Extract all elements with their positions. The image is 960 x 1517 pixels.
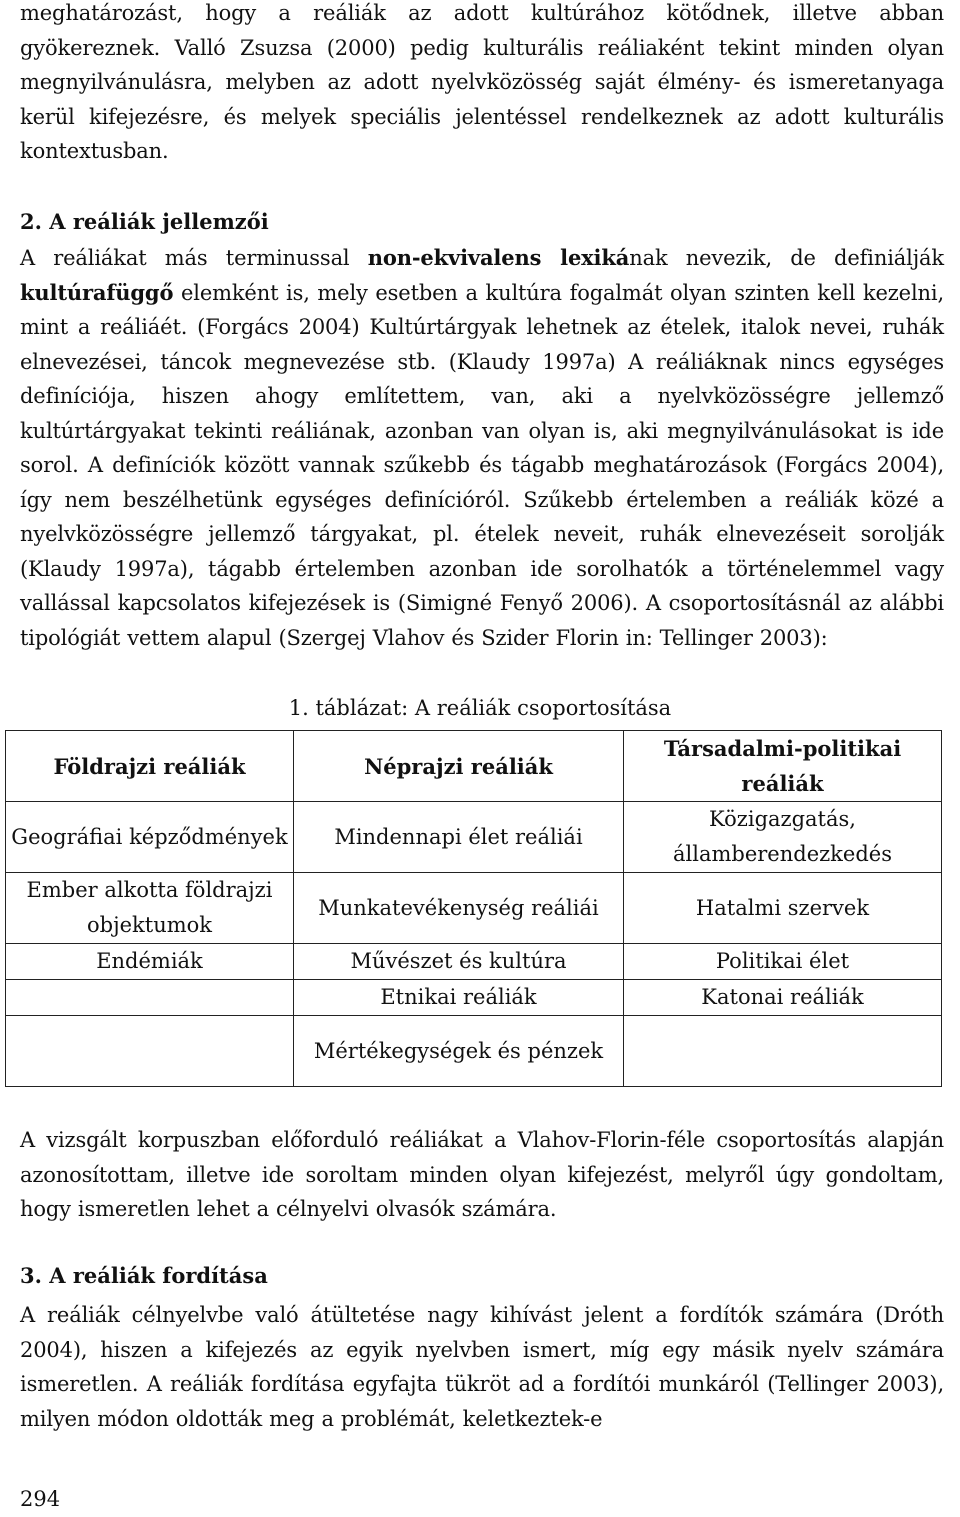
table-cell: Közigazgatás, államberendezkedés (624, 802, 942, 873)
table-cell: Ember alkotta földrajzi objektumok (6, 873, 294, 944)
table-row (6, 873, 942, 944)
table-header-row (6, 731, 942, 802)
table-row (6, 944, 942, 980)
section-heading-3: 3. A reáliák fordítása (20, 1263, 268, 1288)
text-segment: elemként is, mely esetben a kultúra fogalmát olyan szinten kell kezelni, mint a reáliáét. (Forgács 2004) Kultúrtárgyak lehetnek az ételek, italok nevei, ruhák elnevezései, táncok megnevezése stb. (Klaudy 1997a) A reáliáknak nincs egységes definíciója, hiszen ahogy említettem, van, aki a nyelvközösségre jellemző kultúrtárgyakat tekinti reáliának, azonban van olyan is, aki megnyilvánulásokat is ide sorol. A definíciók között vannak szűkebb és tágabb meghatározások (Forgács 2004), így nem beszélhetünk egységes definícióról. Szűkebb értelemben a reáliák közé a nyelvközösségre jellemző tárgyakat, pl. ételek neveit, ruhák elnevezéseit sorolják (Klaudy 1997a), tágabb értelemben azonban ide sorolhatók a történelemmel vagy vallással kapcsolatos kifejezések is (Simigné Fenyő 2006). A csoportosításnál az alábbi tipológiát vettem alapul (Szergej Vlahov és Szider Florin in: Tellinger 2003): (20, 280, 944, 650)
table-header-cell: Néprajzi reáliák (294, 731, 624, 802)
paragraph-reaalia-jellemzoi (20, 241, 944, 655)
table-row (6, 980, 942, 1016)
table-cell: Geográfiai képződmények (6, 802, 294, 873)
section-heading-2: 2. A reáliák jellemzői (20, 209, 269, 234)
page-number: 294 (20, 1487, 61, 1511)
table-caption: 1. táblázat: A reáliák csoportosítása (288, 696, 672, 720)
table-header-cell: Földrajzi reáliák (6, 731, 294, 802)
table-row (6, 1016, 942, 1087)
table-cell: Művészet és kultúra (294, 944, 624, 980)
table-cell (6, 980, 294, 1016)
table-cell: Katonai reáliák (624, 980, 942, 1016)
table-cell: Munkatevékenység reáliái (294, 873, 624, 944)
table-row (6, 802, 942, 873)
table-cell (624, 1016, 942, 1087)
paragraph-korpusz: A vizsgált korpuszban előforduló reáliákat a Vlahov-Florin-féle csoportosítás alapján azonosítottam, illetve ide soroltam minden olyan kifejezést, melyről úgy gondoltam, hogy ismeretlen lehet a célnyelvi olvasók számára. (20, 1128, 944, 1221)
bold-term: kultúrafüggő (20, 279, 174, 305)
table-cell: Hatalmi szervek (624, 873, 942, 944)
bold-term: non-ekvivalens lexiká (367, 245, 630, 270)
table-cell: Etnikai reáliák (294, 980, 624, 1016)
realia-table (5, 730, 942, 1087)
text-segment: A reáliákat más terminussal (20, 246, 368, 270)
table-cell: Endémiák (6, 944, 294, 980)
paragraph-intro: meghatározást, hogy a reáliák az adott kultúrához kötődnek, illetve abban gyökereznek. Valló Zsuzsa (2000) pedig kulturális reáliaként tekint minden olyan megnyilvánulásra, melyben az adott nyelvközösség saját élmény- és ismeretanyaga kerül kifejezésre, és melyek speciális jelentéssel rendelkeznek az adott kulturális kontextusban. (20, 1, 944, 163)
text-segment: nak nevezik, de definiálják (629, 246, 945, 270)
table-cell (6, 1016, 294, 1087)
table-header-cell: Társadalmi-politikai reáliák (624, 731, 942, 802)
table-cell: Politikai élet (624, 944, 942, 980)
table-cell: Mértékegységek és pénzek (294, 1016, 624, 1087)
table-cell: Mindennapi élet reáliái (294, 802, 624, 873)
paragraph-forditas: A reáliák célnyelvbe való átültetése nagy kihívást jelent a fordítók számára (Dróth 2004), hiszen a kifejezés az egyik nyelvben ismert, míg egy másik nyelv számára ismeretlen. A reáliák fordítása egyfajta tükröt ad a fordítói munkáról (Tellinger 2003), milyen módon oldották meg a problémát, keletkeztek-e (20, 1303, 944, 1431)
